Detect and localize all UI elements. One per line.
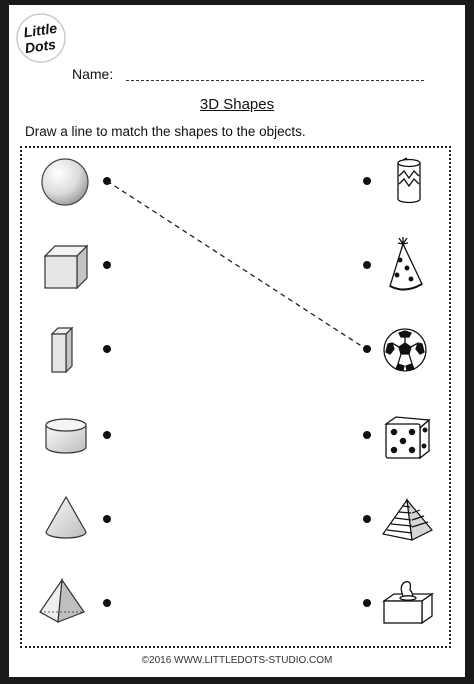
left-dot[interactable] <box>103 345 111 353</box>
pyramid-icon <box>40 580 84 622</box>
logo-line-2: Dots <box>23 35 57 57</box>
name-label: Name: <box>72 66 114 82</box>
sphere-icon <box>42 159 88 205</box>
cube-icon <box>45 246 87 288</box>
cylinder-icon <box>46 419 86 453</box>
soccer-ball-icon <box>384 329 426 371</box>
left-dot[interactable] <box>103 177 111 185</box>
party-hat-icon <box>390 237 422 290</box>
right-dot[interactable] <box>363 431 371 439</box>
tissue-box-icon <box>384 582 432 623</box>
cone-icon <box>46 497 86 538</box>
right-dot[interactable] <box>363 599 371 607</box>
title-text: 3D Shapes <box>199 96 275 113</box>
left-dot[interactable] <box>103 515 111 523</box>
right-dot[interactable] <box>363 345 371 353</box>
soda-can-icon <box>398 158 420 203</box>
egyptian-pyramid-icon <box>383 500 432 540</box>
left-dot[interactable] <box>103 599 111 607</box>
left-dot[interactable] <box>103 261 111 269</box>
logo-line-1: Little <box>22 19 58 41</box>
footer-copyright: ©2016 WWW.LITTLEDOTS-STUDIO.COM <box>141 655 333 666</box>
dice-icon <box>386 417 429 458</box>
rectangular-prism-icon <box>52 328 72 372</box>
left-dots <box>103 177 111 607</box>
left-dot[interactable] <box>103 431 111 439</box>
right-dot[interactable] <box>363 177 371 185</box>
right-dot[interactable] <box>363 261 371 269</box>
instruction-text: Draw a line to match the shapes to the objects. <box>25 124 306 139</box>
right-dots <box>363 177 371 607</box>
example-match-line <box>107 181 366 349</box>
right-dot[interactable] <box>363 515 371 523</box>
